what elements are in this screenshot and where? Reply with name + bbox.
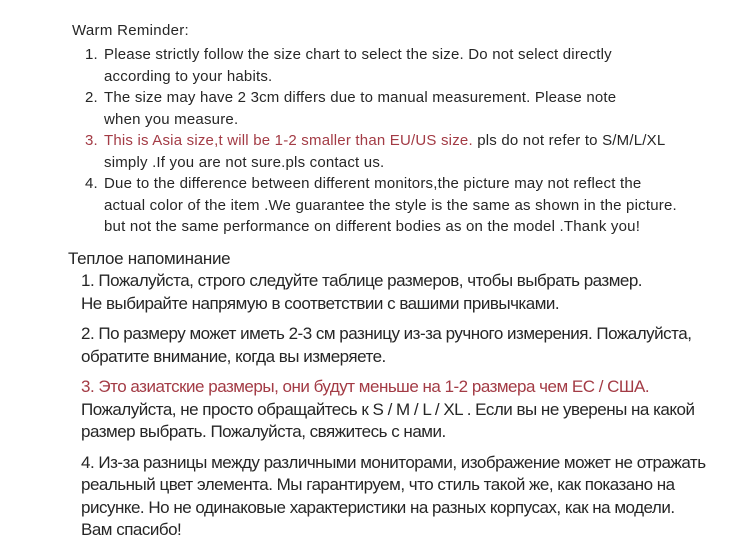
text-segment: 2. По размеру может иметь 2-3 см разницу из-за ручного измерения. Пожалуйста, (81, 324, 692, 343)
russian-paragraph (81, 323, 738, 368)
text-line (104, 66, 722, 88)
text-segment: simply .If you are not sure.pls contact us. (104, 153, 385, 171)
english-item (85, 44, 722, 87)
text-segment: рисунке. Но не одинаковые характеристики на разных корпусах, как на модели. (81, 497, 675, 517)
text-line (81, 293, 738, 316)
text-line (81, 346, 738, 369)
text-line (81, 323, 738, 346)
text-segment: Вам спасибо! (81, 520, 182, 539)
text-segment: Please strictly follow the size chart to select the size. Do not select directly (104, 46, 612, 63)
text-segment: 4. Из-за разницы между различными мониторами, изображение может не отражать (81, 452, 706, 472)
text-line (81, 519, 738, 542)
text-line (81, 376, 738, 399)
item-lines (104, 130, 722, 173)
text-line (104, 109, 722, 131)
text-line (81, 452, 738, 475)
text-line (104, 195, 722, 217)
text-segment: реальный цвет элемента. Мы гарантируем, что стиль такой же, как показано на (81, 475, 675, 494)
english-item (85, 173, 722, 238)
item-lines (104, 87, 722, 130)
text-segment: when you measure. (104, 110, 239, 128)
text-segment: according to your habits. (104, 67, 273, 85)
item-number: 4. (85, 175, 98, 192)
item-number: 2. (85, 89, 98, 106)
english-list (72, 44, 722, 238)
text-line (104, 130, 722, 152)
text-segment: pls do not refer to S/M/L/XL (472, 132, 666, 149)
text-line (104, 216, 722, 238)
english-reminder-section (72, 20, 722, 238)
russian-paragraphs (68, 270, 738, 542)
text-segment: 1. Пожалуйста, строго следуйте таблице размеров, чтобы выбрать размер. (81, 271, 643, 290)
text-line (104, 87, 722, 109)
text-line (104, 152, 722, 174)
text-segment: Пожалуйста, не просто обращайтесь к S / M / L / XL . Если вы не уверены на какой (81, 399, 695, 419)
text-line (81, 399, 738, 422)
russian-reminder-section (68, 247, 738, 542)
text-line (81, 497, 738, 520)
text-line (81, 270, 738, 293)
highlighted-text-segment: This is Asia size,t will be 1-2 smaller than EU/US size. (104, 132, 473, 149)
text-segment: обратите внимание, когда вы измеряете. (81, 346, 386, 366)
text-line (81, 474, 738, 497)
highlighted-text-segment: 3. Это азиатские размеры, они будут меньше на 1-2 размера чем ЕС / США. (81, 377, 650, 396)
english-item (85, 87, 722, 130)
text-segment: actual color of the item .We guarantee the style is the same as shown in the picture. (104, 196, 677, 214)
item-lines (104, 173, 722, 238)
russian-paragraph (81, 376, 738, 444)
text-line (104, 173, 722, 195)
text-segment: размер выбрать. Пожалуйста, свяжитесь с нами. (81, 422, 446, 441)
item-number: 3. (85, 132, 98, 149)
text-line (104, 44, 722, 66)
english-item (85, 130, 722, 173)
item-lines (104, 44, 722, 87)
english-heading: Warm Reminder: (72, 22, 189, 39)
russian-paragraph (81, 452, 738, 542)
text-segment: Не выбирайте напрямую в соответствии с вашими привычками. (81, 293, 560, 313)
item-number: 1. (85, 46, 98, 63)
russian-heading: Теплое напоминание (68, 249, 231, 268)
text-line (81, 421, 738, 444)
text-segment: but not the same performance on different bodies as on the model .Thank you! (104, 218, 641, 235)
text-segment: The size may have 2 3cm differs due to manual measurement. Please note (104, 89, 617, 106)
russian-paragraph (81, 270, 738, 315)
text-segment: Due to the difference between different monitors,the picture may not reflect the (104, 175, 642, 192)
